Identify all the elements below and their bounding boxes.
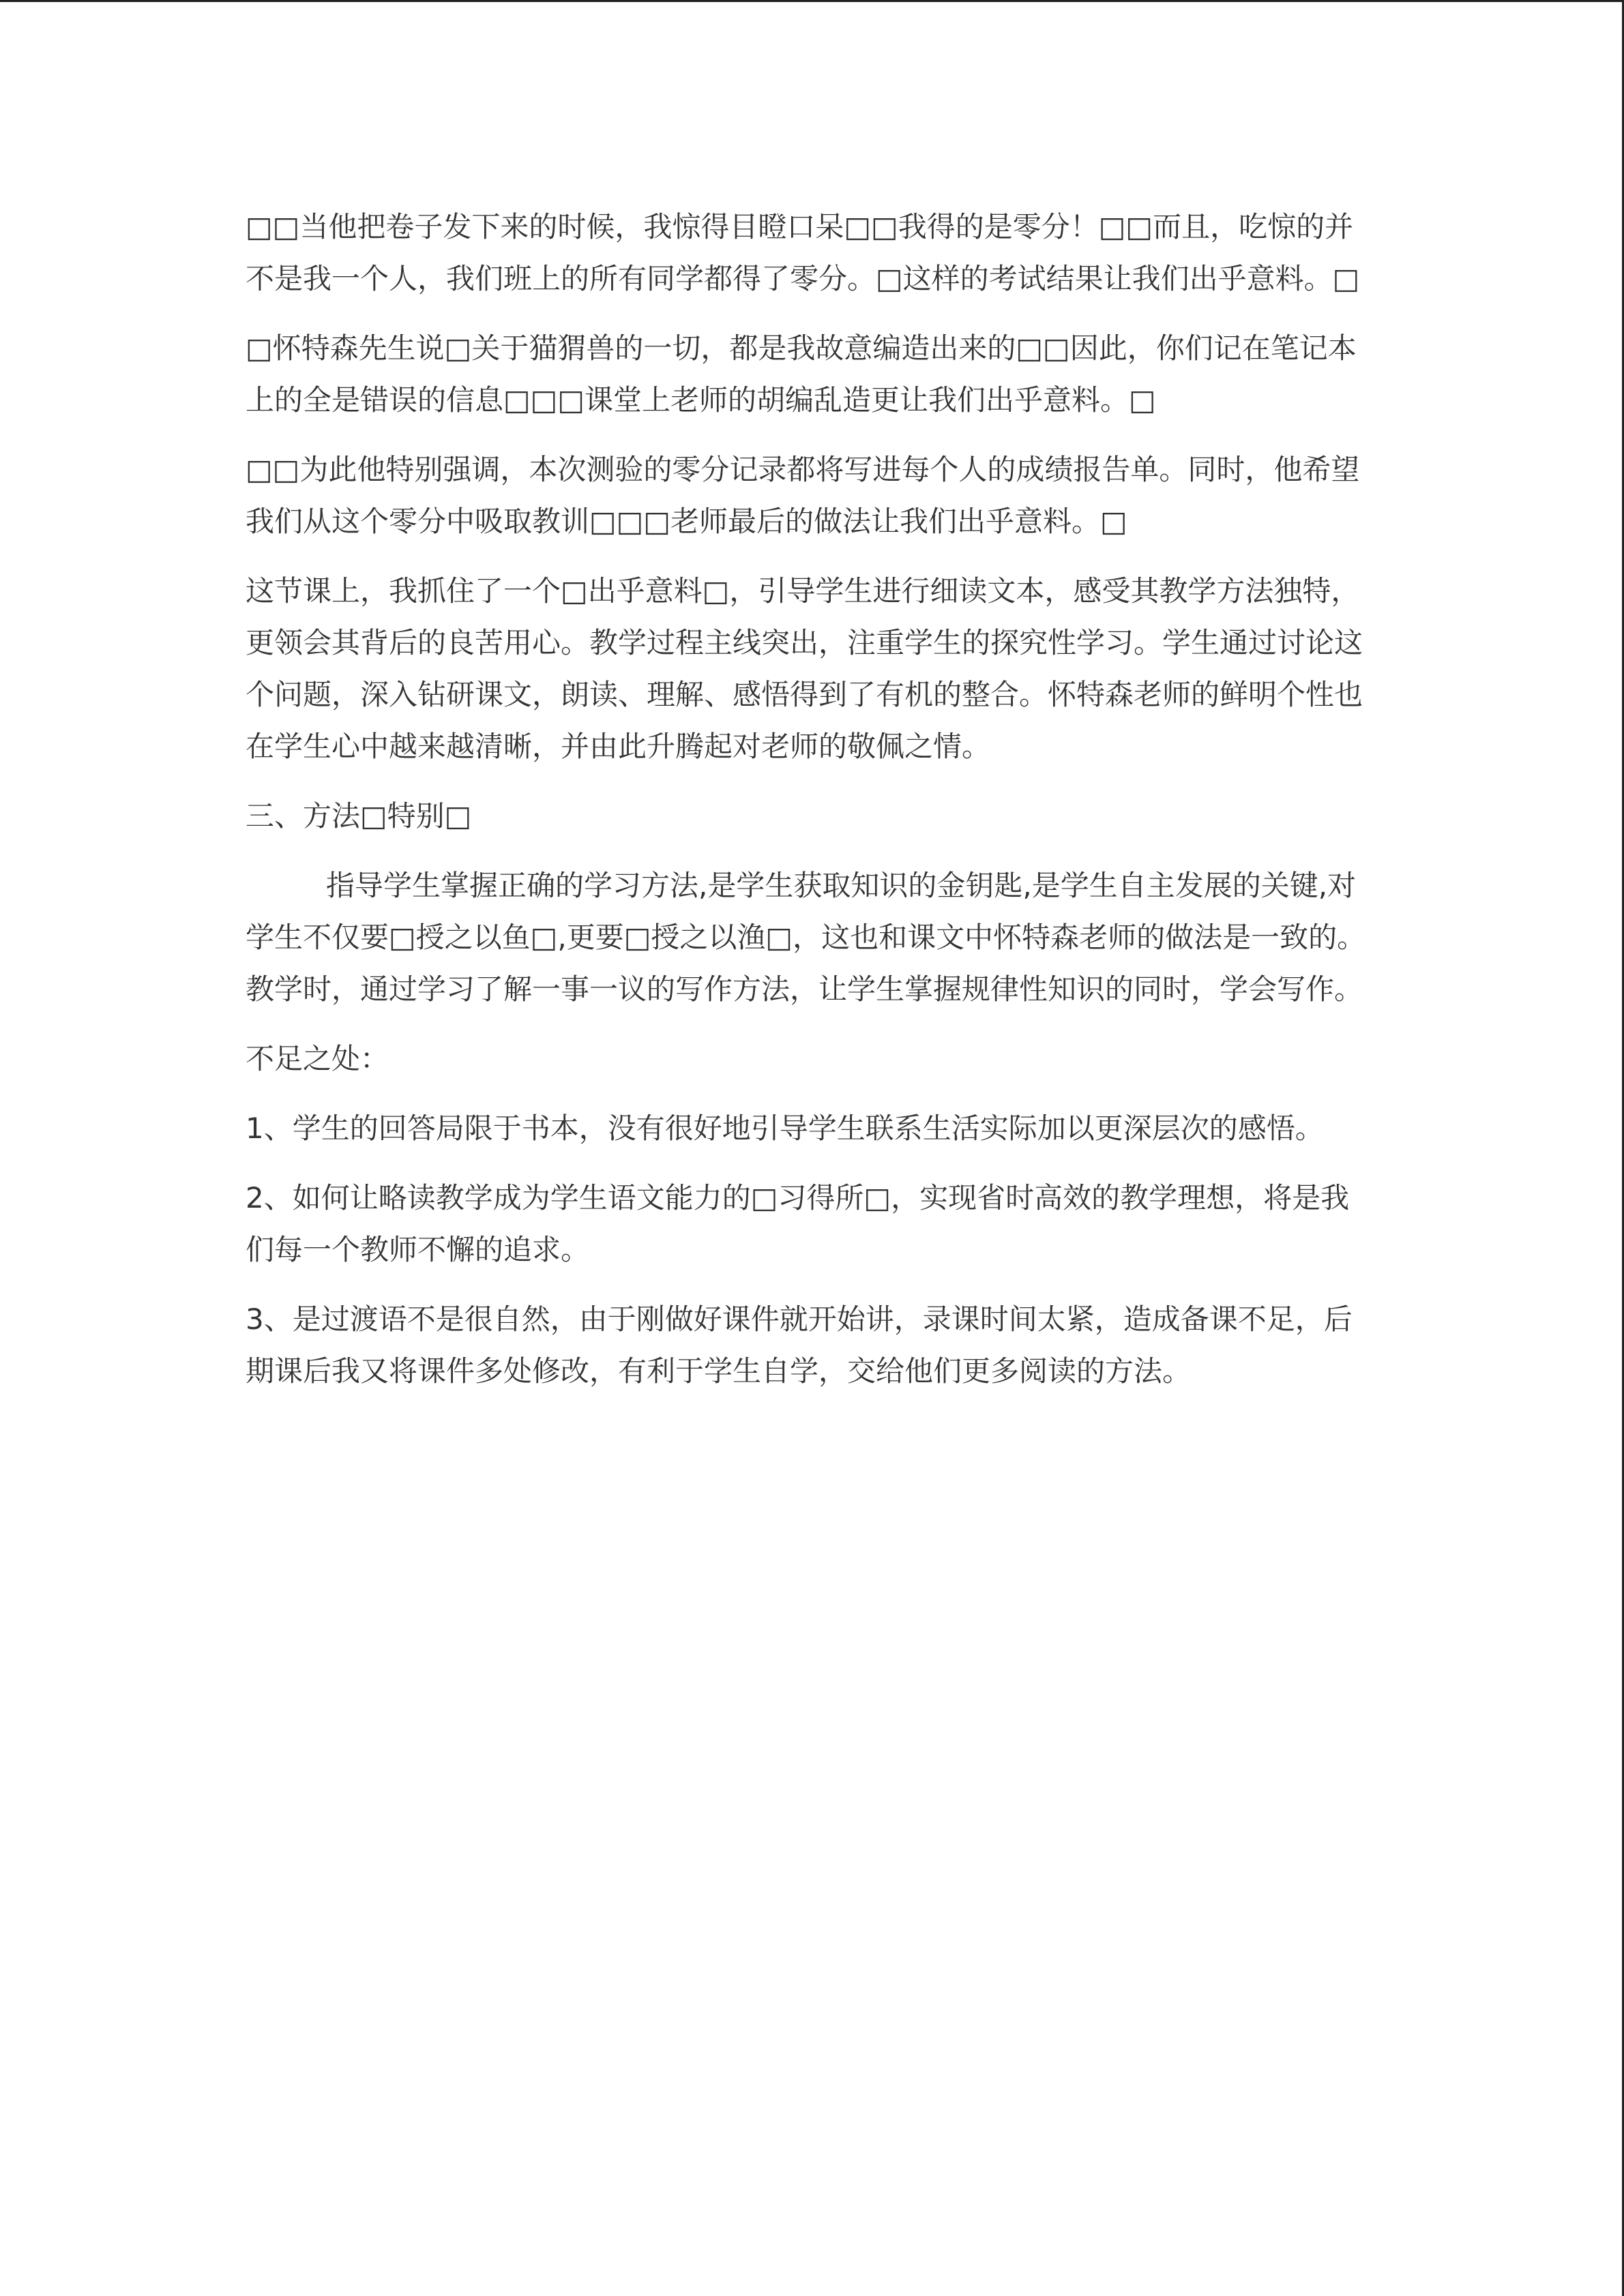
- paragraph-method: 指导学生掌握正确的学习方法,是学生获取知识的金钥匙,是学生自主发展的关键,对学生不仅要□授之以鱼□,更要□授之以渔□，这也和课文中怀特森老师的做法是一致的。教学时，通过学习了解一事一议的写作方法，让学生掌握规律性知识的同时，学会写作。: [246, 869, 1366, 1006]
- section-heading-shortcomings: 不足之处：: [246, 1042, 389, 1075]
- paragraph-teaching-summary: 这节课上，我抓住了一个□出乎意料□，引导学生进行细读文本，感受其教学方法独特，更领会其背后的良苦用心。教学过程主线突出，注重学生的探究性学习。学生通过讨论这个问题，深入钻研课文，朗读、理解、感悟得到了有机的整合。怀特森老师的鲜明个性也在学生心中越来越清晰，并由此升腾起对老师的敬佩之情。: [246, 574, 1363, 763]
- section-heading-method: 三、方法□特别□: [246, 799, 472, 833]
- document-body: [246, 201, 1378, 1415]
- paragraph-made-up-animal: □怀特森先生说□关于猫猬兽的一切，都是我故意编造出来的□□因此，你们记在笔记本上的全是错误的信息□□□课堂上老师的胡编乱造更让我们出乎意料。□: [246, 331, 1357, 417]
- paragraph-zero-score: □□当他把卷子发下来的时候，我惊得目瞪口呆□□我得的是零分！□□而且，吃惊的并不是我一个人，我们班上的所有同学都得了零分。□这样的考试结果让我们出乎意料。□: [246, 210, 1360, 295]
- shortcoming-item-2: 2、如何让略读教学成为学生语文能力的□习得所□，实现省时高效的教学理想，将是我们每一个教师不懈的追求。: [246, 1181, 1350, 1266]
- shortcoming-item-3: 3、是过渡语不是很自然，由于刚做好课件就开始讲，录课时间太紧，造成备课不足，后期课后我又将课件多处修改，有利于学生自学，交给他们更多阅读的方法。: [246, 1302, 1353, 1388]
- page-border-top: [0, 0, 1624, 2]
- paragraph-report-card: □□为此他特别强调，本次测验的零分记录都将写进每个人的成绩报告单。同时，他希望我们从这个零分中吸取教训□□□老师最后的做法让我们出乎意料。□: [246, 453, 1360, 538]
- shortcoming-item-1: 1、学生的回答局限于书本，没有很好地引导学生联系生活实际加以更深层次的感悟。: [246, 1112, 1324, 1145]
